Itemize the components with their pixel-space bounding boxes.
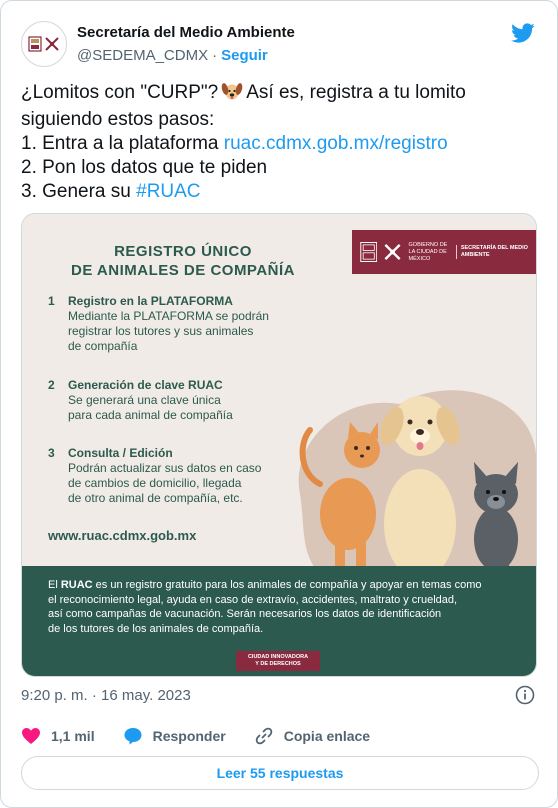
ruac-description: El RUAC es un registro gratuito para los animales de compañía y apoyar en temas como el reconocimiento legal, ayuda en caso de extravío, accidentes, maltrato y crueldad, así como campañas de vacunación. Serán necesarios los datos de identificación de los tutores de los animales de compañía.	[48, 579, 482, 635]
heart-icon	[21, 727, 41, 745]
step-title: Consulta / Edición	[68, 446, 173, 460]
cdmx-emblem-icon	[360, 239, 377, 265]
cdmx-emblem-icon	[28, 36, 42, 52]
step-title: Generación de clave RUAC	[68, 378, 223, 392]
info-icon[interactable]	[515, 685, 535, 705]
reply-bubble-icon	[123, 726, 143, 746]
ruac-hashtag-link[interactable]: #RUAC	[136, 181, 201, 202]
tweet-line-2: siguiendo estos pasos:	[21, 109, 215, 130]
ciudad-innovadora-badge: CIUDAD INNOVADORA Y DE DERECHOS	[236, 651, 320, 671]
author-handle[interactable]: @SEDEMA_CDMX	[77, 47, 209, 64]
link-icon	[254, 726, 274, 746]
infographic-top-panel	[22, 214, 537, 566]
tweet-line-1: ¿Lomitos con "CURP"? Así es, registra a tu lomito	[21, 81, 541, 108]
ruac-website-url: www.ruac.cdmx.gob.mx	[48, 528, 197, 543]
like-button[interactable]	[21, 727, 95, 745]
registro-link[interactable]: ruac.cdmx.gob.mx/registro	[223, 133, 448, 154]
step-2	[48, 378, 318, 426]
government-logo-bar	[352, 230, 537, 274]
step-number: 3	[48, 446, 55, 460]
reply-button[interactable]	[123, 726, 226, 746]
infographic-description-panel	[22, 566, 537, 677]
step-description: Podrán actualizar sus datos en caso de cambios de domicilio, llegada de otro animal de compañía, etc.	[68, 461, 262, 505]
step-number: 2	[48, 378, 55, 392]
author-avatar[interactable]	[21, 21, 67, 67]
tweet-text	[21, 81, 541, 204]
tweet-line-5: 3. Genera su #RUAC	[21, 181, 201, 202]
tweet-actions	[21, 725, 398, 747]
reply-label: Responder	[152, 728, 226, 744]
twitter-bird-icon[interactable]	[511, 21, 535, 45]
dog-face-emoji-icon	[221, 81, 243, 108]
copy-link-label: Copia enlace	[283, 728, 371, 744]
infographic-title: REGISTRO ÚNICO DE ANIMALES DE COMPAÑÍA	[70, 243, 295, 279]
tweet-media-image[interactable]	[21, 213, 537, 677]
author-handle-line	[77, 47, 268, 64]
cdmx-logo-icon	[383, 240, 402, 264]
tweet-timestamp[interactable]: 9:20 p. m. · 16 may. 2023	[21, 687, 191, 704]
pets-illustration	[280, 334, 537, 574]
gobierno-cdmx-text: GOBIERNO DE LA CIUDAD DE MÉXICO	[408, 241, 448, 262]
copy-link-button[interactable]	[254, 726, 370, 746]
cdmx-logo-icon	[44, 36, 60, 52]
like-count: 1,1 mil	[51, 728, 95, 744]
step-description: Se generará una clave única para cada animal de compañía	[68, 393, 233, 422]
tweet-line-3: 1. Entra a la plataforma ruac.cdmx.gob.mx/registro	[21, 133, 448, 154]
step-3	[48, 446, 318, 512]
read-replies-button[interactable]: Leer 55 respuestas	[21, 756, 539, 790]
author-name[interactable]: Secretaría del Medio Ambiente	[77, 24, 295, 41]
follow-link[interactable]: Seguir	[221, 47, 268, 64]
tweet-line-4: 2. Pon los datos que te piden	[21, 157, 268, 178]
step-title: Registro en la PLATAFORMA	[68, 294, 233, 308]
sedema-text: SECRETARÍA DEL MEDIO AMBIENTE	[456, 245, 537, 259]
step-description: Mediante la PLATAFORMA se podrán registrar los tutores y sus animales de compañía	[68, 309, 269, 353]
step-number: 1	[48, 294, 55, 308]
french-bulldog-icon	[474, 462, 518, 574]
handle-separator: ·	[212, 47, 218, 64]
step-1	[48, 294, 318, 360]
